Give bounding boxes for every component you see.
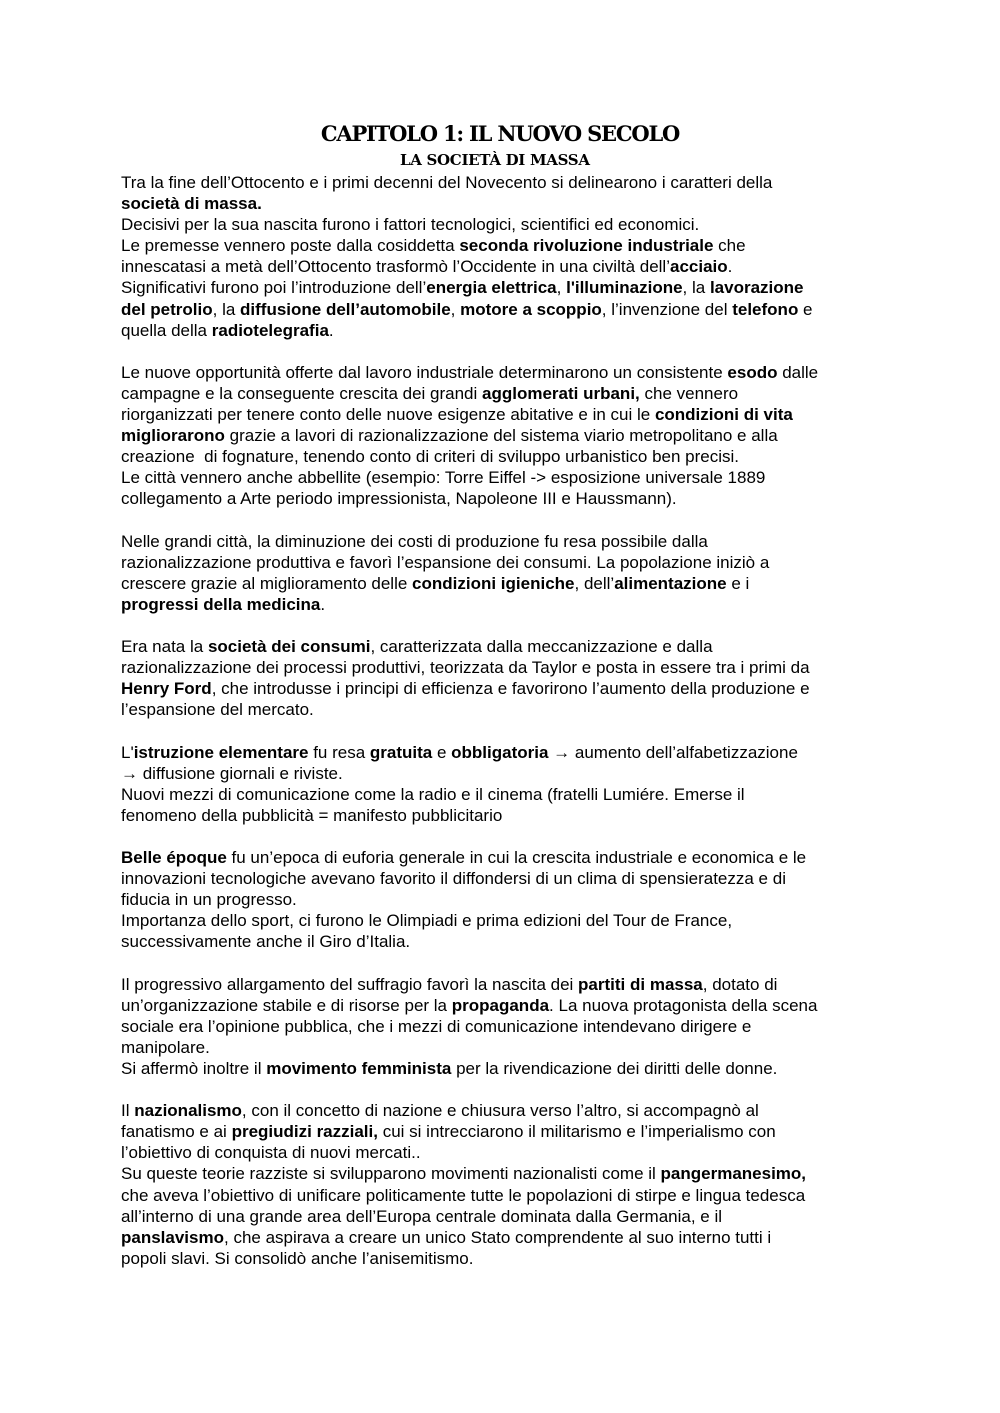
text-run: , dotato di bbox=[702, 974, 778, 994]
text-run: razionalizzazione produttiva e favorì l’espansione dei consumi. La popolazione iniziò a bbox=[121, 552, 770, 572]
text-run: Era nata la bbox=[121, 637, 208, 657]
bold-term: migliorarono bbox=[121, 426, 225, 446]
text-line bbox=[121, 1058, 891, 1079]
text-run: , con il concetto di nazione e chiusura verso l’altro, si accompagnò al bbox=[241, 1101, 759, 1121]
bold-term: pangermanesimo, bbox=[660, 1164, 807, 1184]
bold-term: seconda rivoluzione industriale bbox=[459, 236, 714, 256]
text-run: che aveva l’obiettivo di unificare politicamente tutte le popolazioni di stirpe e lingua tedesca bbox=[121, 1185, 806, 1205]
bold-term: istruzione elementare bbox=[133, 742, 309, 762]
text-run: Si affermò inoltre il bbox=[121, 1058, 267, 1078]
text-run: l’obiettivo di conquista di nuovi mercati.. bbox=[121, 1143, 421, 1163]
text-line bbox=[121, 573, 891, 594]
text-line bbox=[121, 383, 891, 404]
text-run: un’organizzazione stabile e di risorse per la bbox=[121, 995, 452, 1015]
text-run: → diffusione giornali e riviste. bbox=[121, 763, 343, 783]
text-run: , che aspirava a creare un unico Stato comprendente al suo interno tutti i bbox=[224, 1227, 772, 1247]
text-line bbox=[121, 1227, 891, 1248]
text-run: , bbox=[450, 299, 461, 319]
bold-term: società di massa. bbox=[121, 194, 262, 214]
text-line bbox=[121, 678, 891, 699]
text-run: Le premesse vennero poste dalla cosiddetta bbox=[121, 236, 460, 256]
bold-term: l'illuminazione bbox=[566, 278, 683, 298]
text-run: Le nuove opportunità offerte dal lavoro industriale determinarono un consistente bbox=[121, 362, 728, 382]
text-line bbox=[121, 742, 891, 763]
bold-term: nazionalismo bbox=[134, 1101, 242, 1121]
text-run: , l’invenzione del bbox=[601, 299, 733, 319]
paragraph bbox=[121, 847, 891, 952]
text-line bbox=[121, 1163, 891, 1184]
text-line bbox=[121, 256, 891, 277]
paragraph bbox=[121, 531, 891, 615]
text-run: che vennero bbox=[639, 383, 739, 403]
text-run: l’espansione del mercato. bbox=[121, 700, 314, 720]
text-run: e bbox=[432, 742, 452, 762]
text-line bbox=[121, 1206, 891, 1227]
page-title: CAPITOLO 1: IL NUOVO SECOLO bbox=[320, 121, 680, 146]
text-line bbox=[121, 699, 891, 720]
text-line bbox=[121, 235, 891, 256]
bold-term: obbligatoria bbox=[451, 742, 549, 762]
text-run: , che introdusse i principi di efficienza e favorirono l’aumento della produzione e bbox=[211, 679, 810, 699]
text-run: Significativi furono poi l’introduzione dell’ bbox=[121, 278, 427, 298]
text-line bbox=[121, 805, 891, 826]
section-subtitle: LA SOCIETÀ DI MASSA bbox=[400, 151, 590, 169]
bold-term: società dei consumi bbox=[207, 637, 371, 657]
bold-term: agglomerati urbani, bbox=[482, 383, 640, 403]
paragraph bbox=[121, 636, 891, 720]
text-run: crescere grazie al miglioramento delle bbox=[121, 573, 413, 593]
text-run: Importanza dello sport, ci furono le Olimpiadi e prima edizioni del Tour de France, bbox=[121, 911, 733, 931]
text-run: riorganizzati per tenere conto delle nuove esigenze abitative e in cui le bbox=[121, 405, 655, 425]
bold-term: gratuita bbox=[369, 742, 433, 762]
bold-term: Belle époque bbox=[121, 848, 227, 867]
paragraph bbox=[121, 1100, 891, 1269]
text-line bbox=[121, 214, 891, 235]
text-line bbox=[121, 931, 891, 952]
text-run: cui si intrecciarono il militarismo e l’imperialismo con bbox=[377, 1122, 776, 1142]
text-run: successivamente anche il Giro d’Italia. bbox=[121, 932, 411, 952]
text-run: Il progressivo allargamento del suffragio favorì la nascita dei bbox=[121, 974, 579, 994]
text-line bbox=[121, 1100, 891, 1121]
bold-term: panslavismo bbox=[121, 1227, 224, 1247]
text-run: fenomeno della pubblicità = manifesto pubblicitario bbox=[121, 805, 503, 825]
text-run: manipolare. bbox=[121, 1037, 210, 1057]
text-line bbox=[121, 488, 891, 509]
text-line bbox=[121, 1121, 891, 1142]
text-run: sociale era l’opinione pubblica, che i mezzi di comunicazione intendevano dirigere e bbox=[121, 1016, 752, 1036]
bold-term: progressi della medicina bbox=[121, 594, 321, 614]
bold-term: acciaio bbox=[670, 257, 728, 277]
bold-term: condizioni di vita bbox=[654, 405, 793, 425]
text-run: quella della bbox=[121, 320, 212, 340]
text-run: innovazioni tecnologiche avevano favorito il diffondersi di un clima di spensieratezza e di bbox=[121, 869, 786, 889]
text-line bbox=[121, 889, 891, 910]
text-line bbox=[121, 594, 891, 615]
bold-term: energia elettrica bbox=[426, 278, 557, 298]
text-line bbox=[121, 531, 891, 552]
text-line bbox=[121, 974, 891, 995]
text-line bbox=[121, 1037, 891, 1058]
text-run: dalle bbox=[777, 362, 819, 382]
text-line bbox=[121, 784, 891, 805]
text-line bbox=[121, 995, 891, 1016]
text-line bbox=[121, 636, 891, 657]
text-run: Su queste teorie razziste si svilupparono movimenti nazionalisti come il bbox=[121, 1164, 661, 1184]
text-line bbox=[121, 847, 891, 868]
paragraph bbox=[121, 742, 891, 826]
text-run: Le città vennero anche abbellite (esempio: Torre Eiffel -> esposizione universale 1889 bbox=[121, 468, 766, 488]
text-run: che bbox=[713, 236, 746, 256]
bold-term: propaganda bbox=[451, 995, 550, 1015]
paragraph bbox=[121, 362, 891, 510]
bold-term: telefono bbox=[732, 299, 799, 319]
text-line bbox=[121, 320, 891, 341]
text-run: collegamento a Arte periodo impressionista, Napoleone III e Haussmann). bbox=[121, 489, 677, 509]
text-line bbox=[121, 425, 891, 446]
paragraph bbox=[121, 974, 891, 1079]
text-run: e bbox=[798, 299, 813, 319]
text-line bbox=[121, 172, 891, 193]
bold-term: pregiudizi razziali, bbox=[231, 1122, 378, 1142]
text-run: . La nuova protagonista della scena bbox=[549, 995, 818, 1015]
text-run: e i bbox=[726, 573, 750, 593]
text-line bbox=[121, 868, 891, 889]
text-line bbox=[121, 446, 891, 467]
text-run: all’interno di una grande area dell’Europa centrale dominata dalla Germania, e il bbox=[121, 1206, 723, 1226]
text-line bbox=[121, 404, 891, 425]
text-run: per la rivendicazione dei diritti delle donne. bbox=[451, 1058, 778, 1078]
text-line bbox=[121, 1142, 891, 1163]
text-line bbox=[121, 1016, 891, 1037]
text-line bbox=[121, 1185, 891, 1206]
text-run: , la bbox=[212, 299, 241, 319]
text-line bbox=[121, 910, 891, 931]
text-line bbox=[121, 552, 891, 573]
bold-term: Henry Ford bbox=[121, 679, 212, 699]
text-line bbox=[121, 467, 891, 488]
text-run: creazione di fognature, tenendo conto di criteri di sviluppo urbanistico ben precisi. bbox=[121, 447, 740, 467]
bold-term: condizioni igieniche bbox=[412, 573, 575, 593]
text-line bbox=[121, 193, 891, 214]
text-run: , bbox=[556, 278, 567, 298]
text-line bbox=[121, 657, 891, 678]
text-run: fanatismo e ai bbox=[121, 1122, 232, 1142]
text-run: innescatasi a metà dell’Ottocento trasformò l’Occidente in una civiltà dell’ bbox=[121, 257, 670, 277]
text-run: Nuovi mezzi di comunicazione come la radio e il cinema (fratelli Lumiére. Emerse il bbox=[121, 784, 745, 804]
bold-term: partiti di massa bbox=[578, 974, 703, 994]
text-run: . bbox=[328, 320, 334, 340]
bold-term: del petrolio bbox=[121, 299, 213, 319]
bold-term: motore a scoppio bbox=[460, 299, 602, 319]
text-run: fu resa bbox=[308, 742, 370, 762]
text-line bbox=[121, 763, 891, 784]
text-run: Decisivi per la sua nascita furono i fattori tecnologici, scientifici ed economici. bbox=[121, 215, 700, 235]
text-run: , dell’ bbox=[574, 573, 615, 593]
bold-term: lavorazione bbox=[709, 278, 804, 298]
text-run: grazie a lavori di razionalizzazione del sistema viario metropolitano e alla bbox=[224, 426, 778, 446]
document-body bbox=[121, 172, 891, 1290]
text-run: , la bbox=[682, 278, 710, 298]
text-run: fu un’epoca di euforia generale in cui la crescita industriale e economica e le bbox=[226, 848, 807, 867]
text-run: . bbox=[320, 594, 326, 614]
bold-term: movimento femminista bbox=[266, 1058, 452, 1078]
bold-term: alimentazione bbox=[614, 573, 727, 593]
text-line bbox=[121, 362, 891, 383]
text-run: Nelle grandi città, la diminuzione dei costi di produzione fu resa possibile dalla bbox=[121, 531, 708, 551]
bold-term: esodo bbox=[727, 362, 778, 382]
bold-term: diffusione dell’automobile bbox=[240, 299, 451, 319]
text-run: Il bbox=[121, 1101, 135, 1121]
text-run: razionalizzazione dei processi produttivi, teorizzata da Taylor e posta in essere tra i primi da bbox=[121, 658, 810, 678]
text-run: , caratterizzata dalla meccanizzazione e dalla bbox=[370, 637, 713, 657]
text-run: → aumento dell’alfabetizzazione bbox=[548, 742, 798, 762]
text-run: popoli slavi. Si consolidò anche l’anisemitismo. bbox=[121, 1248, 474, 1268]
text-run: campagne e la conseguente crescita dei grandi bbox=[121, 383, 483, 403]
text-line bbox=[121, 299, 891, 320]
text-run: Tra la fine dell’Ottocento e i primi decenni del Novecento si delinearono i caratteri della bbox=[121, 173, 773, 192]
text-run: . bbox=[727, 257, 733, 277]
text-run: L' bbox=[121, 742, 134, 762]
text-run: fiducia in un progresso. bbox=[121, 890, 297, 910]
paragraph bbox=[121, 172, 891, 341]
text-line bbox=[121, 1248, 891, 1269]
text-line bbox=[121, 277, 891, 298]
bold-term: radiotelegrafia bbox=[211, 320, 329, 340]
